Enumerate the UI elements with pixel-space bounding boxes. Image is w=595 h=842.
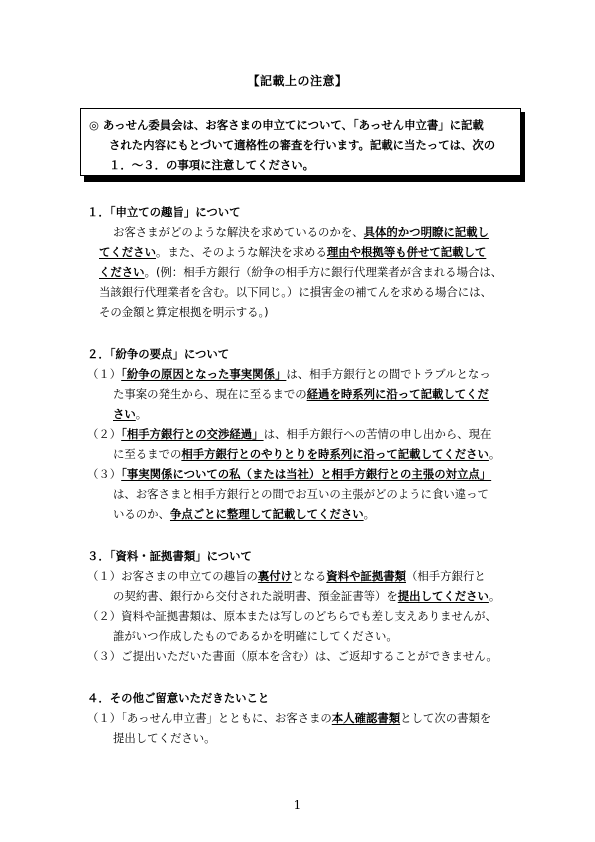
- section-heading: １．「申立ての趣旨」について: [87, 205, 241, 219]
- text-line: お客さまがどのような解決を求めているのかを、具体的かつ明瞭に記載し: [113, 225, 489, 239]
- text-line: その金額と算定根拠を明示する。): [99, 305, 269, 319]
- text-line: 誰がいつ作成したものであるかを明確にしてください。: [113, 629, 398, 643]
- text-line: に至るまでの相手方銀行とのやりとりを時系列に沿って記載してください。: [113, 447, 501, 461]
- list-item: （１）「紛争の原因となった事実関係」は、相手方銀行との間でトラブルとなっ: [87, 367, 491, 381]
- section-heading: ４．その他ご留意いただきたいこと: [87, 691, 270, 705]
- text-line: 当該銀行代理業者を含む。以下同じ。）に損害金の補てんを求める場合には、: [99, 285, 492, 299]
- text-line: た事案の発生から、現在に至るまでの経過を時系列に沿って記載してくだ: [113, 387, 489, 401]
- text-line: ください。(例：相手方銀行（紛争の相手方に銀行代理業者が含まれる場合は、: [99, 265, 503, 279]
- notice-box: [80, 108, 521, 176]
- notice-line: １．～３．の事項に注意してください。: [109, 158, 315, 172]
- notice-line: された内容にもとづいて適格性の審査を行います。記載に当たっては、次の: [109, 138, 496, 152]
- text-line: 提出してください。: [113, 731, 216, 745]
- section-dispute-points: [87, 344, 517, 524]
- section-heading: ２．「紛争の要点」について: [87, 347, 230, 361]
- notice-line: ◎ あっせん委員会は、お客さまの申立てについて、「あっせん申立書」に記載: [89, 118, 484, 132]
- page-number: 1: [293, 798, 302, 812]
- list-item: （１）お客さまの申立ての趣旨の裏付けとなる資料や証拠書類（相手方銀行と: [87, 569, 486, 583]
- text-line: は、お客さまと相手方銀行との間でお互いの主張がどのように食い違って: [113, 487, 489, 501]
- list-item: （１）「あっせん申立書」とともに、お客さまの本人確認書類として次の書類を: [87, 711, 492, 725]
- text-line: さい。: [113, 407, 148, 421]
- text-line: てください。また、そのような解決を求める理由や根拠等も併せて記載して: [99, 245, 487, 259]
- section-heading: ３．「資料・証拠書類」について: [87, 549, 252, 563]
- text-line: いるのか、争点ごとに整理して記載してください。: [113, 507, 376, 521]
- list-item: （２）資料や証拠書類は、原本または写しのどちらでも差し支えありませんが、: [87, 609, 497, 623]
- list-item: （２）「相手方銀行との交渉経過」は、相手方銀行への苦情の申し出から、現在: [87, 427, 492, 441]
- section-purpose: [87, 202, 517, 322]
- section-other-notes: [87, 688, 517, 748]
- list-item: （３）「事実関係についての私（または当社）と相手方銀行との主張の対立点」: [87, 467, 492, 481]
- list-item: （３）ご提出いただいた書面（原本を含む）は、ご返却することができません。: [87, 649, 498, 663]
- page-title: 【記載上の注意】: [247, 74, 348, 88]
- text-line: の契約書、銀行から交付された説明書、預金証書等）を提出してください。: [113, 589, 501, 603]
- section-evidence: [87, 546, 517, 666]
